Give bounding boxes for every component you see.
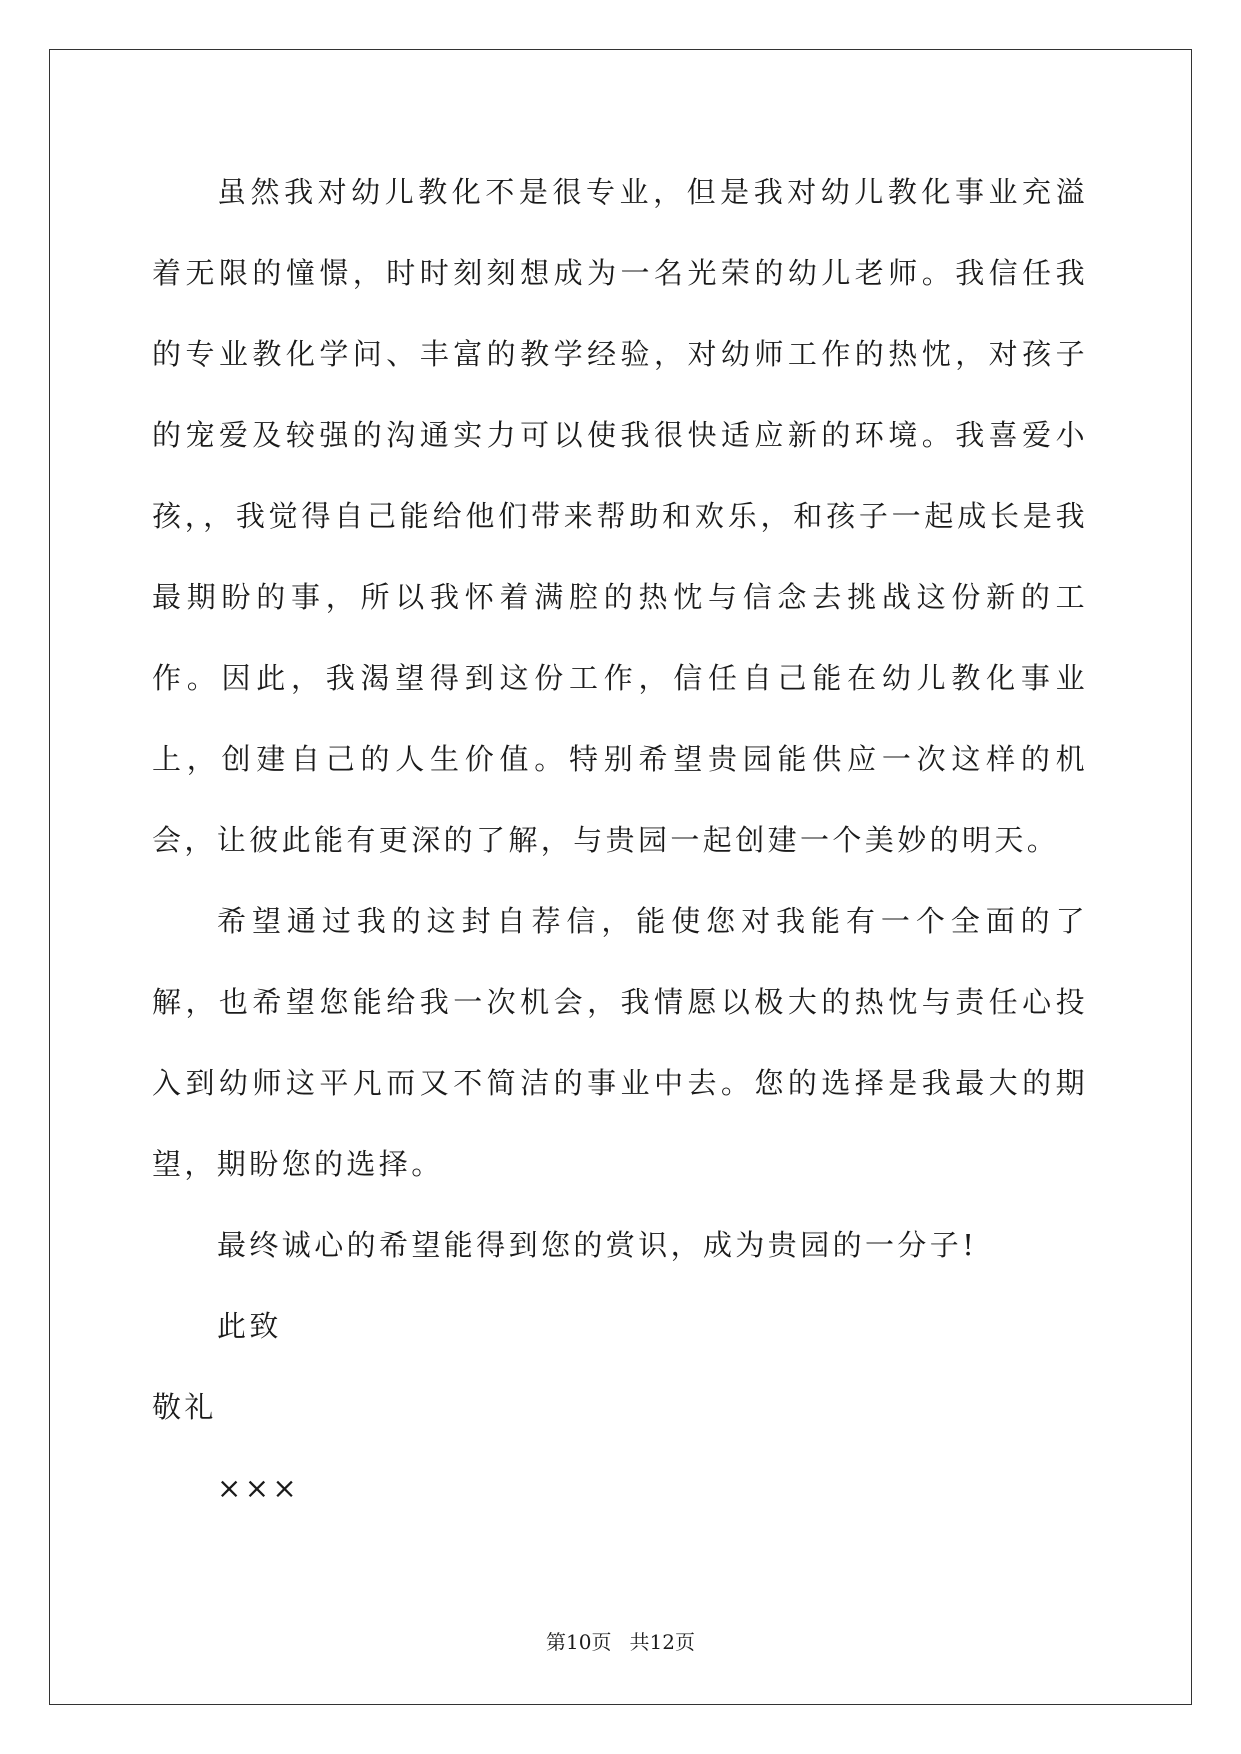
page-number-total: 共12页 [629, 1630, 695, 1654]
page-number-current: 第10页 [546, 1630, 612, 1654]
signature: ××× [217, 1471, 301, 1505]
paragraph-hope: 希望通过我的这封自荐信，能使您对我能有一个全面的了解，也希望您能给我一次机会，我情愿以极大的热忱与责任心投入到幼师这平凡而又不简洁的事业中去。您的选择是我最大的期望，期盼您的选择。 [152, 904, 1088, 1181]
paragraph-closing-wish: 最终诚心的希望能得到您的赏识，成为贵园的一分子! [217, 1228, 978, 1262]
page-footer [0, 1628, 1241, 1656]
letter-body [152, 152, 1088, 1529]
paragraph-application: 虽然我对幼儿教化不是很专业，但是我对幼儿教化事业充溢着无限的憧憬，时时刻刻想成为一名光荣的幼儿老师。我信任我的专业教化学问、丰富的教学经验，对幼师工作的热忱，对孩子的宠爱及较强的沟通实力可以使我很快适应新的环境。我喜爱小孩，，我觉得自己能给他们带来帮助和欢乐，和孩子一起成长是我最期盼的事，所以我怀着满腔的热忱与信念去挑战这份新的工作。因此，我渴望得到这份工作，信任自己能在幼儿教化事业上，创建自己的人生价值。特别希望贵园能供应一次这样的机会，让彼此能有更深的了解，与贵园一起创建一个美妙的明天。 [152, 175, 1088, 857]
closing-salutation: 此致 [217, 1309, 282, 1343]
closing-regards: 敬礼 [152, 1390, 217, 1424]
